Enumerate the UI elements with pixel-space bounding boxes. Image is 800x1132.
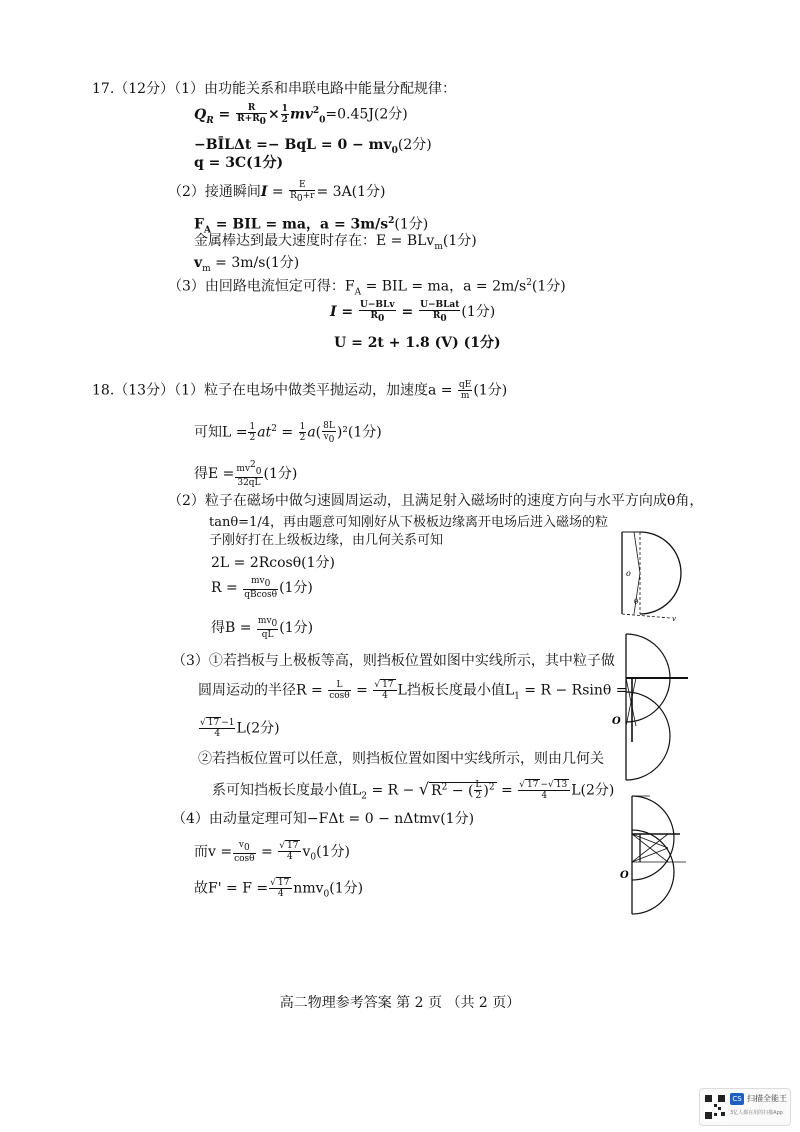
q18-p4-F-pts2: (1分) [329,880,364,897]
q18-p3-line2b: L挡板长度最小值L [397,682,515,699]
q17-qr-result: =0.45J(2分) [325,106,408,123]
q18-B-pts: (1分) [279,619,314,636]
q18-p3-line4: ②若挡板位置可以任意，则挡板位置如图中实线所示，则由几何关 [198,751,604,767]
q18-L-pts: )²(1分) [336,424,382,441]
q18-p3-line5: 系可知挡板长度最小值$L_2 = R$ − √ $R^2$ − ( $\frac{L}{2}$ )$^2$ = $\frac{√ 17 -√ 13}{4}$ L(2分) [212,779,615,802]
q18-header: 18.（13分） [92,382,175,399]
q18-p3-line3: $\frac{√ 17 -1}{4}$ L(2分) [200,718,280,739]
q17-charge-formula: −BĪLΔt =− BqL = $0 - mv_0(2$分) [194,137,432,156]
q18-intro-line: 18.（13分）（1）粒子在电场中做类平抛运动，加速度a = $\frac{qE}{m}$ (1分) [92,380,508,401]
q17-vm-val: = 3m/s(1分) [210,255,300,271]
q17-qr-formula: $Q_R$ = $\frac{R}{R+R_0}$ × $\frac{1}{2}$ $mv^2_0=0.45J(2$分) [194,102,408,127]
figure-1-v-label: v [672,615,676,623]
q18-p1-intro: （1）粒子在电场中做类平抛运动，加速度a = [174,382,453,399]
q18-p3-line1: （3）①若挡板与上极板等高，则挡板位置如图中实线所示，其中粒子做 [172,653,615,669]
q17-maxv-line: 金属棒达到最大速度时存在：E = BLv$_m$(1分) [194,233,477,252]
q17-p3-intro: （3）由回路电流恒定可得：F [168,278,355,295]
figure-2-two-arcs [612,630,708,784]
camscanner-logo-icon: CS [730,1093,744,1105]
scanner-tagline: 3亿人都在用的扫描App [730,1110,783,1116]
q17-p2-line: （2）接通瞬间I = $\frac{E}{R_0+r}$ = 3A(1分) [168,180,386,204]
q18-R-pre: R = [211,579,238,596]
q18-R-pts: (1分) [279,579,313,596]
q17-p3-line: （3）由回路电流恒定可得：$F_A$ = BIL = ma，$a = 2m/s^2(1$分) [168,278,566,298]
q18-p4-F-pre: 故F' = F = [194,880,269,897]
q18-p4-F-formula: 故F' = F = $\frac{√ 17}{4}$ nmv$_0$(1分) [194,878,364,900]
q17-force-label: F [194,216,204,233]
page-footer: 高二物理参考答案 第 2 页 （共 2 页） [279,995,521,1011]
q18-p4-v-pts2: (1分) [316,843,350,860]
q17-charge-eq: −BĪLΔt =− BqL = 0 − mv [194,137,392,153]
q17-vm-line: $v_m = 3m/s(1$分) [194,255,300,274]
q18-p4-F-pts: nmv [293,880,324,897]
q18-p4-v-formula: 而v = $\frac{v_0}{\cos\theta}$ = $\frac{√ 17}{4}$ $v_0(1$分) [194,840,350,864]
q17-maxv-text: 金属棒达到最大速度时存在：E = BLv [194,233,435,249]
q18-p3-line2: 圆周运动的半径R = $\frac{L}{\cos\theta}$ = $\frac{√ 17}{4}$ L挡板长度最小值$L_1 = R - Rsin\theta$ = [198,680,628,702]
q18-E-formula: 得E = $\frac{mv^2_0}{32qL}$ (1分) [194,460,298,488]
figure-1-theta-label: θ [634,598,639,606]
q18-p3-line5b: = R − [367,782,415,799]
q18-p4-v-pts: v [302,843,311,860]
q17-charge-pts: (2分) [397,137,432,153]
q18-p4-line1: （4）由动量定理可知−FΔt = 0 − nΔtmv(1分) [172,811,475,827]
q17-p2-I-result: = 3A(1分) [316,183,386,200]
q18-geom-relation: 2L = 2Rcosθ(1分) [211,555,335,571]
q17-force-eq: = BIL = ma，a = 3m/s [210,216,389,233]
q18-p3-line2a: 圆周运动的半径R = [198,682,323,699]
q18-p1-intro-pts: (1分) [473,382,508,399]
q17-I-pts: (1分) [461,303,496,320]
q17-p1-intro: （1）由功能关系和串联电路中能量分配规律： [174,81,456,97]
qr-code-icon [704,1093,726,1121]
q17-force-line: $F_A$ = BIL = ma，$a = 3m/s^2(1$分) [194,216,429,236]
q17-maxv-pts: (1分) [442,233,477,249]
q17-p3-eq: = BIL = ma，a = 2m/s [361,278,527,295]
q18-p2-line3: 子刚好打在上级板边缘，由几何关系可知 [209,533,444,548]
q18-p2-line1: （2）粒子在磁场中做匀速圆周运动，且满足射入磁场时的速度方向与水平方向成θ角， [168,493,704,509]
q18-B-formula: 得B = $\frac{mv_0}{qL}$ (1分) [211,616,314,640]
q18-p2-line2: tanθ=1/4，再由题意可知刚好从下极板边缘离开电场后进入磁场的粒 [209,515,608,530]
q17-force-pts: (1分) [394,216,429,233]
figure-3-chords [610,792,710,918]
q18-p4-v-pre: 而v = [194,843,233,860]
q18-E-pts: (1分) [263,465,298,482]
q17-header: 17.（12分） [92,81,175,97]
q18-B-pre: 得B = [211,619,252,636]
q18-L-formula: 可知L = $\frac{1}{2}$ $at^2$ = $\frac{1}{2}$ a( $\frac{8L}{v_0}$ )²(1分) [194,420,382,445]
q17-vm-label: v [194,255,203,271]
q18-p3-line5-pts: L(2分) [571,782,615,799]
q17-I-formula: I = $\frac{\text{U−BLv}}{R_0}$ = $\frac{\text{U−BLat}}{R_0}$ (1分) [330,300,496,324]
figure-1-o-label: o [626,569,631,578]
q17-p2-intro: （2）接通瞬间 [168,183,261,200]
q18-p3-line3-pts: L(2分) [236,720,280,737]
scanner-watermark-badge [699,1088,791,1126]
q18-L-pre: 可知L = [194,424,248,441]
q18-E-pre: 得E = [194,465,235,482]
q18-p3-line5a: 系可知挡板长度最小值L [212,782,362,799]
figure-3-o-label: O [620,870,629,881]
q17-U-formula: U = 2t + 1.8 (V) (1分) [334,335,501,351]
q17-q-value: q = 3C(1分) [194,155,284,171]
q18-R-formula: R = $\frac{mv_0}{qBcos\theta}$ (1分) [211,576,313,600]
q17-p3-eq-pts: (1分) [531,278,566,295]
q18-p3-line2c: = R − Rsinθ = [519,682,628,699]
figure-1-semicircle [610,528,700,624]
scanner-app-name: 扫描全能王 [747,1094,787,1103]
figure-2-o-label: O [612,716,621,727]
q17-intro-line [92,80,456,98]
